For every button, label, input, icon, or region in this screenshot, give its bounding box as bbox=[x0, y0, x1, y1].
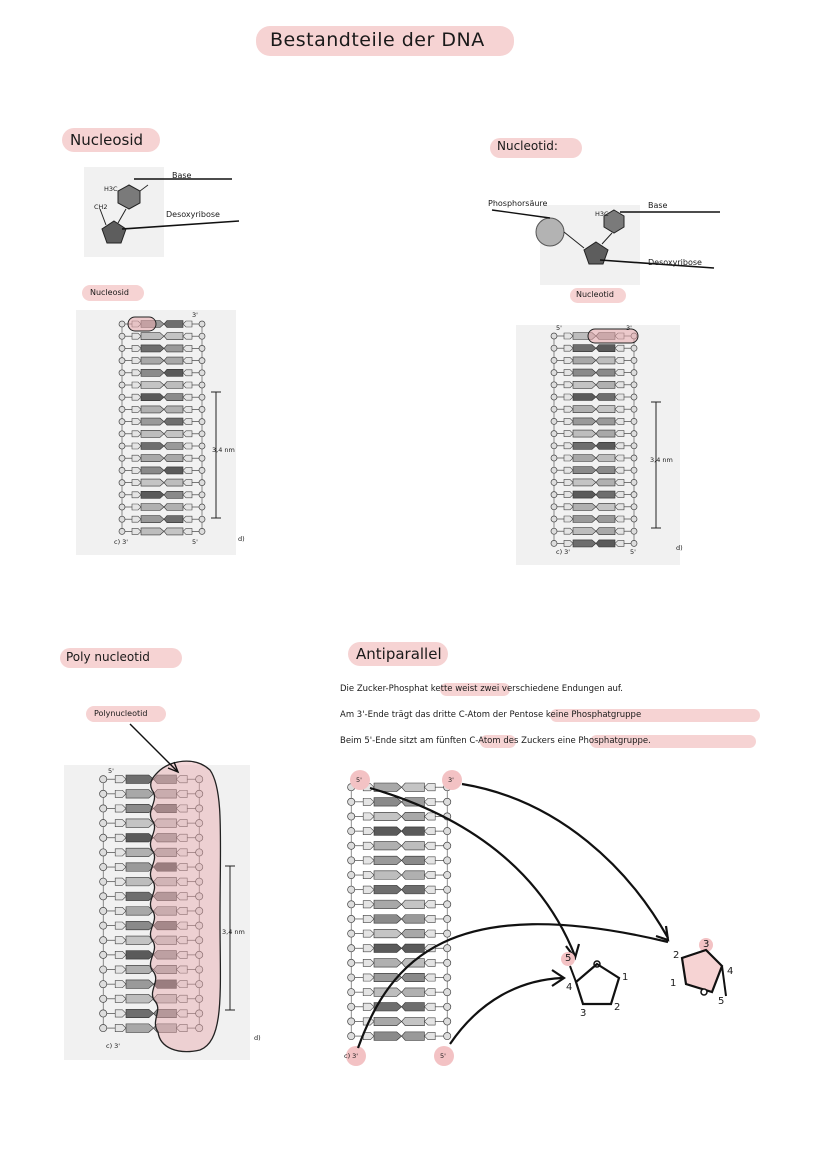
base-shape bbox=[596, 394, 615, 401]
base-shape bbox=[164, 321, 183, 328]
sugar-shape bbox=[615, 345, 624, 351]
sugar-shape bbox=[132, 394, 141, 400]
sugar-shape bbox=[615, 455, 624, 461]
phosphate-dot bbox=[199, 431, 205, 437]
phosphate-dot bbox=[199, 516, 205, 522]
nucleotid-end-top-right: 3' bbox=[626, 324, 632, 332]
base-shape bbox=[596, 455, 615, 462]
phosphate-dot bbox=[631, 406, 637, 412]
base-shape bbox=[164, 382, 183, 389]
phosphate-dot bbox=[631, 345, 637, 351]
phosphate-dot bbox=[551, 540, 557, 546]
sugar-shape bbox=[615, 370, 624, 376]
ring2-number-1: 1 bbox=[670, 978, 677, 989]
nucleosid-base-label: Base bbox=[172, 171, 192, 180]
base-shape bbox=[141, 394, 164, 401]
sugar-shape bbox=[564, 345, 573, 351]
nucleotid-heading: Nucleotid: bbox=[497, 139, 558, 153]
base-shape bbox=[141, 443, 164, 450]
sugar-shape bbox=[132, 504, 141, 510]
base-shape bbox=[164, 345, 183, 352]
sugar-shape bbox=[183, 443, 192, 449]
base-shape bbox=[596, 503, 615, 510]
phosphate-dot bbox=[631, 516, 637, 522]
sugar-shape bbox=[615, 418, 624, 424]
sugar-shape bbox=[183, 504, 192, 510]
phosphate-dot bbox=[199, 345, 205, 351]
nucleotid-ladder-label: Nucleotid bbox=[576, 290, 614, 299]
phosphate-dot bbox=[551, 528, 557, 534]
nucleotid-end-bottom-right: 5' bbox=[630, 548, 636, 556]
base-shape bbox=[164, 479, 183, 486]
base-shape bbox=[141, 430, 164, 437]
base-shape bbox=[596, 467, 615, 474]
ring1-pentagon bbox=[576, 964, 619, 1004]
sugar-shape bbox=[183, 516, 192, 522]
phosphate-dot bbox=[551, 492, 557, 498]
phosphate-dot bbox=[551, 455, 557, 461]
phosphate-dot bbox=[199, 419, 205, 425]
sugar-shape bbox=[132, 455, 141, 461]
ring2-number-4: 4 bbox=[727, 966, 734, 977]
sugar-shape bbox=[615, 467, 624, 473]
phosphate-dot bbox=[551, 370, 557, 376]
sugar-shape bbox=[615, 406, 624, 412]
phosphate-dot bbox=[119, 406, 125, 412]
phosphate-dot bbox=[551, 467, 557, 473]
base-shape bbox=[141, 382, 164, 389]
sugar-shape bbox=[183, 455, 192, 461]
phosphate-dot bbox=[631, 467, 637, 473]
phosphate-dot bbox=[551, 443, 557, 449]
base-shape bbox=[596, 345, 615, 352]
sugar-shape bbox=[564, 467, 573, 473]
phosphate-dot bbox=[199, 455, 205, 461]
phosphate-dot bbox=[551, 431, 557, 437]
sugar-shape bbox=[564, 504, 573, 510]
nucleotid-panel-letter: d) bbox=[676, 544, 683, 552]
base-shape bbox=[141, 516, 164, 523]
phosphate-dot bbox=[631, 504, 637, 510]
nucleosid-ladder-label: Nucleosid bbox=[90, 288, 129, 297]
sugar-shape bbox=[132, 492, 141, 498]
base-shape bbox=[164, 491, 183, 498]
sugar-shape bbox=[615, 516, 624, 522]
base-shape bbox=[596, 491, 615, 498]
nucleosid-end-bottom-right: 5' bbox=[192, 538, 198, 546]
ring1-number-3: 3 bbox=[580, 1008, 587, 1019]
arrow-5prime-bottom-to-ring1 bbox=[450, 978, 562, 1044]
phosphate-dot bbox=[119, 358, 125, 364]
base-shape bbox=[141, 345, 164, 352]
nucleosid-sugar-label: Desoxyribose bbox=[166, 210, 220, 219]
phosphate-dot bbox=[199, 504, 205, 510]
sugar-shape bbox=[132, 419, 141, 425]
phosphate-dot bbox=[119, 504, 125, 510]
nucleosid-ch2-label: CH2 bbox=[94, 203, 108, 211]
phosphate-dot bbox=[631, 540, 637, 546]
base-shape bbox=[141, 467, 164, 474]
sugar-shape bbox=[183, 358, 192, 364]
sugar-shape bbox=[615, 357, 624, 363]
sugar-shape bbox=[183, 467, 192, 473]
base-shape bbox=[164, 430, 183, 437]
phosphate-dot bbox=[199, 480, 205, 486]
base-shape bbox=[596, 369, 615, 376]
base-shape bbox=[164, 357, 183, 364]
base-shape bbox=[164, 418, 183, 425]
base-shape bbox=[164, 504, 183, 511]
ring1-number-5: 5 bbox=[565, 953, 572, 964]
base-shape bbox=[596, 516, 615, 523]
phosphate-dot bbox=[119, 321, 125, 327]
sugar-shape bbox=[132, 370, 141, 376]
phosphate-dot bbox=[119, 480, 125, 486]
sugar-shape bbox=[615, 504, 624, 510]
sugar-shape bbox=[564, 406, 573, 412]
base-shape bbox=[573, 418, 596, 425]
sugar-shape bbox=[132, 528, 141, 534]
phosphate-dot bbox=[631, 492, 637, 498]
base-shape bbox=[573, 516, 596, 523]
base-shape bbox=[573, 369, 596, 376]
sugar-shape bbox=[183, 419, 192, 425]
arrow-3prime-bottom-to-ring2 bbox=[358, 924, 668, 1048]
ladder-rungs bbox=[551, 333, 637, 547]
phosphate-dot bbox=[119, 443, 125, 449]
phosphate-dot bbox=[119, 419, 125, 425]
base-shape bbox=[573, 442, 596, 449]
sugar-shape bbox=[132, 345, 141, 351]
sugar-shape bbox=[564, 418, 573, 424]
base-shape bbox=[596, 528, 615, 535]
sugar-shape bbox=[183, 394, 192, 400]
nucleotid-end-top-left: 5' bbox=[556, 324, 562, 332]
nucleosid-panel-letter: d) bbox=[238, 535, 245, 543]
phosphate-dot bbox=[199, 406, 205, 412]
base-shape bbox=[141, 504, 164, 511]
sugar-shape bbox=[615, 394, 624, 400]
base-shape bbox=[141, 418, 164, 425]
nucleotid-sugar-label: Desoxyribose bbox=[648, 258, 702, 267]
base-shape bbox=[573, 455, 596, 462]
phosphate-dot bbox=[551, 516, 557, 522]
base-shape bbox=[164, 455, 183, 462]
nucleosid-scale-bar bbox=[208, 390, 228, 520]
phosphate-dot bbox=[199, 358, 205, 364]
nucleotid-h3c-label: H3C bbox=[595, 210, 609, 218]
phosphate-dot bbox=[119, 394, 125, 400]
sugar-shape bbox=[132, 480, 141, 486]
sugar-shape bbox=[564, 333, 573, 339]
base-shape bbox=[141, 357, 164, 364]
sugar-shape bbox=[183, 431, 192, 437]
phosphate-dot bbox=[631, 431, 637, 437]
sugar-shape bbox=[564, 528, 573, 534]
polynucleotid-end-top: 5' bbox=[108, 767, 114, 775]
antiparallel-line-1: Die Zucker-Phosphat kette weist zwei verschiedene Endungen auf. bbox=[340, 684, 624, 694]
phosphate-dot bbox=[199, 492, 205, 498]
base-shape bbox=[164, 443, 183, 450]
phosphate-dot bbox=[119, 345, 125, 351]
base-shape bbox=[573, 345, 596, 352]
polynucleotid-overlay bbox=[60, 720, 320, 1080]
base-shape bbox=[141, 333, 164, 340]
sugar-shape bbox=[615, 492, 624, 498]
nucleotid-scale-label: 3,4 nm bbox=[650, 456, 673, 464]
base-shape bbox=[164, 394, 183, 401]
base-shape bbox=[596, 442, 615, 449]
phosphate-dot bbox=[551, 479, 557, 485]
ring1-number-2: 2 bbox=[614, 1002, 621, 1013]
phosphate-dot bbox=[551, 357, 557, 363]
phosphate-dot bbox=[631, 418, 637, 424]
sugar-shape bbox=[183, 321, 192, 327]
base-shape bbox=[141, 479, 164, 486]
antiparallel-line-3: Beim 5'-Ende sitzt am fünften C-Atom des Zuckers eine Phosphatgruppe. bbox=[340, 736, 651, 746]
phosphate-dot bbox=[199, 443, 205, 449]
sugar-shape bbox=[183, 480, 192, 486]
nucleosid-end-top: 3' bbox=[192, 311, 198, 319]
phosphate-dot bbox=[631, 479, 637, 485]
polynucleotid-scale-label: 3,4 nm bbox=[222, 928, 245, 936]
base-shape bbox=[573, 394, 596, 401]
nucleotid-base-label: Base bbox=[648, 201, 668, 210]
polynucleotid-ladder-label: Polynucleotid bbox=[94, 709, 148, 718]
phosphate-dot bbox=[631, 394, 637, 400]
phosphate-dot bbox=[631, 370, 637, 376]
phosphate-dot bbox=[119, 370, 125, 376]
nucleotid-phosphate-label: Phosphorsäure bbox=[488, 199, 548, 208]
phosphate-dot bbox=[119, 333, 125, 339]
sugar-shape bbox=[564, 479, 573, 485]
nucleotid-end-bottom-left: c) 3' bbox=[556, 548, 571, 556]
base-shape bbox=[141, 369, 164, 376]
base-shape bbox=[596, 406, 615, 413]
phosphate-dot bbox=[199, 382, 205, 388]
phosphate-dot bbox=[119, 492, 125, 498]
antiparallel-heading: Antiparallel bbox=[356, 645, 442, 663]
nucleosid-heading: Nucleosid bbox=[70, 131, 144, 149]
base-shape bbox=[164, 528, 183, 535]
ring2-pentagon bbox=[682, 950, 722, 992]
phosphate-dot bbox=[551, 345, 557, 351]
base-shape bbox=[573, 381, 596, 388]
ring1-number-4: 4 bbox=[566, 982, 573, 993]
phosphate-dot bbox=[631, 382, 637, 388]
base-shape bbox=[141, 455, 164, 462]
antiparallel-end-bottom-left: c) 3' bbox=[344, 1052, 359, 1060]
base-shape bbox=[573, 479, 596, 486]
base-shape bbox=[573, 406, 596, 413]
base-shape bbox=[596, 430, 615, 437]
nucleosid-end-bottom-left: c) 3' bbox=[114, 538, 129, 546]
base-shape bbox=[141, 406, 164, 413]
sugar-shape bbox=[183, 492, 192, 498]
sugar-shape bbox=[132, 333, 141, 339]
phosphate-dot bbox=[631, 357, 637, 363]
phosphate-dot bbox=[551, 504, 557, 510]
phosphate-dot bbox=[551, 418, 557, 424]
base-shape bbox=[164, 369, 183, 376]
base-shape bbox=[164, 406, 183, 413]
phosphate-dot bbox=[199, 394, 205, 400]
base-shape bbox=[164, 467, 183, 474]
sugar-shape bbox=[564, 431, 573, 437]
ring1-number-1: 1 bbox=[622, 972, 629, 983]
polynucleotid-strand-highlight bbox=[150, 761, 220, 1051]
sugar-shape bbox=[132, 443, 141, 449]
nucleosid-ring-highlight bbox=[128, 317, 156, 331]
sugar-shape bbox=[132, 406, 141, 412]
polynucleotid-heading: Poly nucleotid bbox=[66, 650, 150, 664]
sugar-shape bbox=[564, 492, 573, 498]
sugar-shape bbox=[615, 528, 624, 534]
nucleosid-h3c-label: H3C bbox=[104, 185, 118, 193]
ring2-number-5: 5 bbox=[718, 996, 725, 1007]
base-shape bbox=[164, 333, 183, 340]
sugar-shape bbox=[615, 431, 624, 437]
base-shape bbox=[141, 528, 164, 535]
sugar-shape bbox=[183, 345, 192, 351]
base-shape bbox=[573, 430, 596, 437]
sugar-shape bbox=[183, 333, 192, 339]
antiparallel-overlay bbox=[330, 760, 810, 1100]
sugar-shape bbox=[564, 455, 573, 461]
page-title: Bestandteile der DNA bbox=[270, 29, 485, 51]
sugar-shape bbox=[132, 516, 141, 522]
antiparallel-end-top-left: 5' bbox=[356, 776, 362, 784]
sugar-shape bbox=[615, 382, 624, 388]
phosphate-dot bbox=[551, 382, 557, 388]
base-shape bbox=[573, 491, 596, 498]
phosphate-circle bbox=[536, 218, 564, 246]
antiparallel-end-bottom-right: 5' bbox=[440, 1052, 446, 1060]
phosphate-dot bbox=[199, 333, 205, 339]
phosphate-dot bbox=[119, 455, 125, 461]
sugar-shape bbox=[132, 382, 141, 388]
phosphate-dot bbox=[551, 333, 557, 339]
base-shape bbox=[141, 491, 164, 498]
antiparallel-end-top-right: 3' bbox=[448, 776, 454, 784]
base-shape bbox=[164, 516, 183, 523]
sugar-shape bbox=[564, 357, 573, 363]
sugar-shape bbox=[564, 443, 573, 449]
base-shape bbox=[573, 467, 596, 474]
sugar-shape bbox=[564, 516, 573, 522]
base-shape bbox=[596, 479, 615, 486]
sugar-shape bbox=[564, 382, 573, 388]
sugar-shape bbox=[132, 467, 141, 473]
phosphate-dot bbox=[199, 370, 205, 376]
sugar-shape bbox=[183, 528, 192, 534]
phosphate-dot bbox=[199, 321, 205, 327]
phosphate-dot bbox=[119, 467, 125, 473]
sugar-shape bbox=[183, 406, 192, 412]
sugar-shape bbox=[564, 394, 573, 400]
base-shape bbox=[573, 540, 596, 547]
nucleotid-scale-bar bbox=[648, 400, 668, 530]
antiparallel-line-2: Am 3'-Ende trägt das dritte C-Atom der Pentose keine Phosphatgruppe bbox=[340, 710, 642, 720]
sugar-shape bbox=[183, 382, 192, 388]
base-shape bbox=[596, 418, 615, 425]
sugar-shape bbox=[564, 540, 573, 546]
base-ring-shape bbox=[118, 185, 140, 209]
phosphate-dot bbox=[631, 443, 637, 449]
nucleosid-scale-label: 3,4 nm bbox=[212, 446, 235, 454]
phosphate-dot bbox=[119, 382, 125, 388]
phosphate-dot bbox=[119, 528, 125, 534]
phosphate-dot bbox=[631, 455, 637, 461]
nucleotid-dna-ladder bbox=[548, 330, 648, 550]
base-shape bbox=[596, 540, 615, 547]
base-shape bbox=[573, 528, 596, 535]
phosphate-dot bbox=[551, 406, 557, 412]
sugar-shape bbox=[615, 540, 624, 546]
sugar-shape bbox=[132, 358, 141, 364]
base-shape bbox=[573, 357, 596, 364]
base-shape bbox=[596, 381, 615, 388]
phosphate-dot bbox=[119, 431, 125, 437]
sugar-shape bbox=[615, 479, 624, 485]
nucleosid-dna-ladder bbox=[116, 318, 216, 538]
phosphate-dot bbox=[199, 467, 205, 473]
ladder-rungs bbox=[119, 321, 205, 535]
ring2-number-3: 3 bbox=[703, 939, 710, 950]
phosphate-dot bbox=[199, 528, 205, 534]
polynucleotid-end-bottom-left: c) 3' bbox=[106, 1042, 121, 1050]
sugar-shape bbox=[183, 370, 192, 376]
base-shape bbox=[596, 357, 615, 364]
polynucleotid-panel-letter: d) bbox=[254, 1034, 261, 1042]
sugar-shape bbox=[564, 370, 573, 376]
ring2-number-2: 2 bbox=[673, 950, 680, 961]
phosphate-dot bbox=[631, 528, 637, 534]
phosphate-dot bbox=[119, 516, 125, 522]
phosphate-dot bbox=[551, 394, 557, 400]
arrow-3prime-to-ring2 bbox=[462, 784, 668, 938]
sugar-shape bbox=[132, 431, 141, 437]
base-shape bbox=[573, 503, 596, 510]
sugar-shape bbox=[615, 443, 624, 449]
